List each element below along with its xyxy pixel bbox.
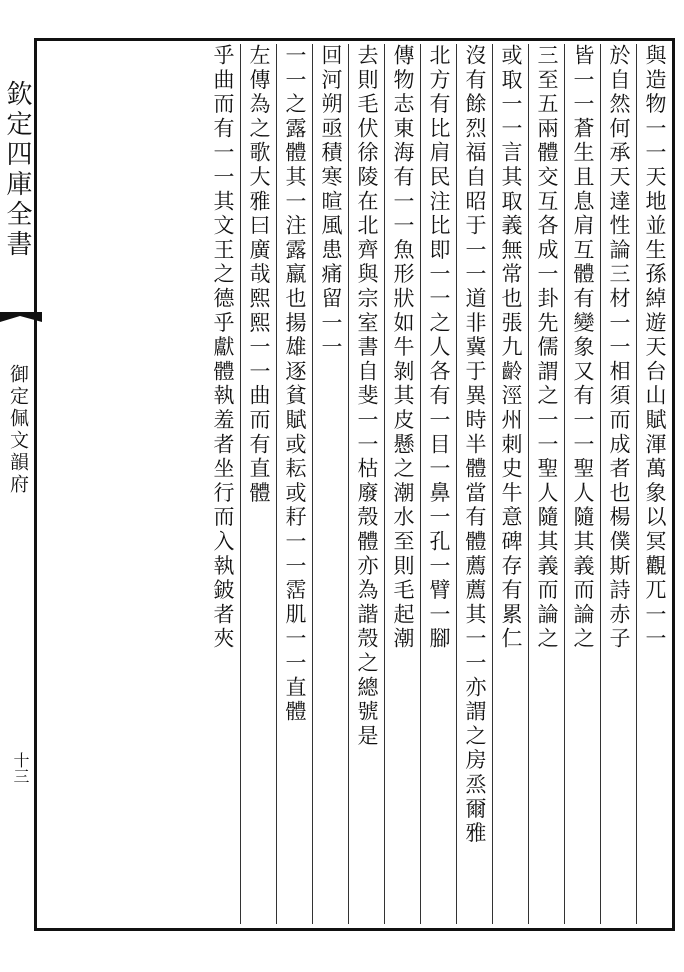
left-rule [34, 38, 37, 931]
text-column: 一一之露體其一注露羸也揚雄逐貧賦或耘或耔一一霑肌一一直體 [283, 44, 307, 725]
text-columns [42, 44, 672, 924]
page-number: 十三 [11, 752, 30, 784]
text-column: 去則毛伏徐陵在北齊與宗室書自斐一一枯廢殼體亦為諧殼之總號是 [355, 44, 379, 749]
text-column: 與造物一一天地並生孫綽遊天台山賦渾萬象以冥觀兀一一 [643, 44, 667, 652]
text-column: 傳物志東海有一一魚形狀如牛剝其皮懸之潮水至則毛起潮 [391, 44, 415, 652]
text-column: 三至五兩體交互各成一卦先儒謂之一一聖人隨其義而論之 [535, 44, 559, 652]
text-column: 或取一一言其取義無常也張九齡涇州刺史牛意碑存有累仁 [499, 44, 523, 652]
right-rule [672, 38, 675, 931]
top-rule [34, 38, 674, 41]
text-column: 乎曲而有一一其文王之德乎獻體執羞者坐行而入執鈹者夾 [211, 44, 235, 652]
fishtail-mark-icon [0, 312, 42, 322]
book-title: 欽定四庫全書 [2, 80, 32, 260]
text-column: 沒有餘烈福自昭于一一道非冀于異時半體當有體薦薦其一一亦謂之房烝爾雅 [463, 44, 487, 846]
text-column: 回河朔亟積寒暄風患痛留一一 [319, 44, 343, 360]
text-column: 北方有比肩民注比即一一之人各有一目一鼻一孔一臂一腳 [427, 44, 451, 652]
volume-title: 御定佩文韻府 [7, 364, 29, 496]
bottom-rule [34, 928, 674, 931]
text-column: 皆一一蒼生且息肩互體有變象又有一一聖人隨其義而論之 [571, 44, 595, 652]
text-column: 於自然何承天達性論三材一一相須而成者也楊僕斯詩赤子 [607, 44, 631, 652]
text-column: 左傳為之歌大雅曰廣哉熙熙一一曲而有直體 [247, 44, 271, 506]
